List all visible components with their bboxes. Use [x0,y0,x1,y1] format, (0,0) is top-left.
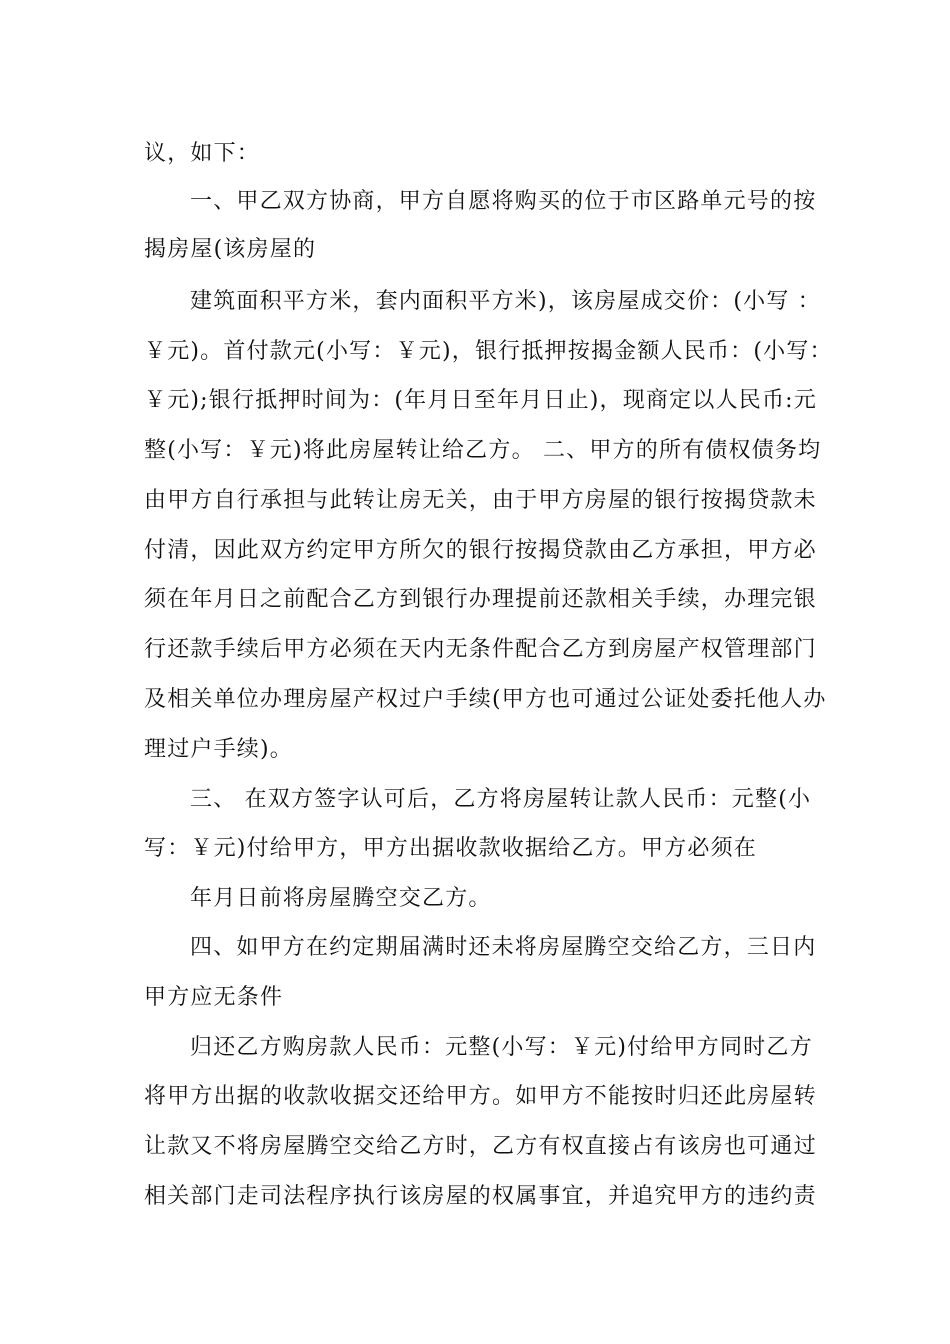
text-line: 及相关单位办理房屋产权过户手续(甲方也可通过公证处委托他人办 [144,687,827,712]
text-line: 建筑面积平方米，套内面积平方米)，该房屋成交价：(小写 ： [190,289,821,314]
text-line: 将甲方出据的收款收据交还给甲方。如甲方不能按时归还此房屋转 [144,1084,817,1109]
text-line: ￥元);银行抵押时间为：(年月日至年月日止)，现商定以人民币:元 [144,388,817,413]
clause-3-start: 三、 在双方签字认可后，乙方将房屋转让款人民币：元整(小 [190,787,812,812]
text-line: 甲方应无条件 [144,985,284,1010]
text-line: 整(小写：￥元)将此房屋转让给乙方。 二、甲方的所有债权债务均 [144,438,822,463]
text-line: 揭房屋(该房屋的 [144,237,317,262]
text-line: 付清，因此双方约定甲方所欠的银行按揭贷款由乙方承担，甲方必 [144,538,817,563]
text-line: 行还款手续后甲方必须在天内无条件配合乙方到房屋产权管理部门 [144,637,817,662]
text-line: 议，如下： [144,141,261,166]
text-line: 写：￥元)付给甲方，甲方出据收款收据给乙方。甲方必须在 [144,836,757,861]
text-line: 理过户手续)。 [144,737,293,762]
text-line: 归还乙方购房款人民币：元整(小写：￥元)付给甲方同时乙方 [190,1035,813,1060]
clause-1-start: 一、甲乙双方协商，甲方自愿将购买的位于市区路单元号的按 [190,189,817,214]
text-line: 须在年月日之前配合乙方到银行办理提前还款相关手续，办理完银 [144,587,817,612]
text-line: 由甲方自行承担与此转让房无关，由于甲方房屋的银行按揭贷款未 [144,488,817,513]
text-line: ￥元)。首付款元(小写：￥元)，银行抵押按揭金额人民币：(小写： [144,339,833,364]
text-line: 相关部门走司法程序执行该房屋的权属事宜，并追究甲方的违约责 [144,1184,817,1209]
text-line: 年月日前将房屋腾空交乙方。 [190,886,492,911]
text-line: 让款又不将房屋腾空交给乙方时，乙方有权直接占有该房也可通过 [144,1134,817,1159]
clause-4-start: 四、如甲方在约定期届满时还未将房屋腾空交给乙方，三日内 [190,935,817,960]
